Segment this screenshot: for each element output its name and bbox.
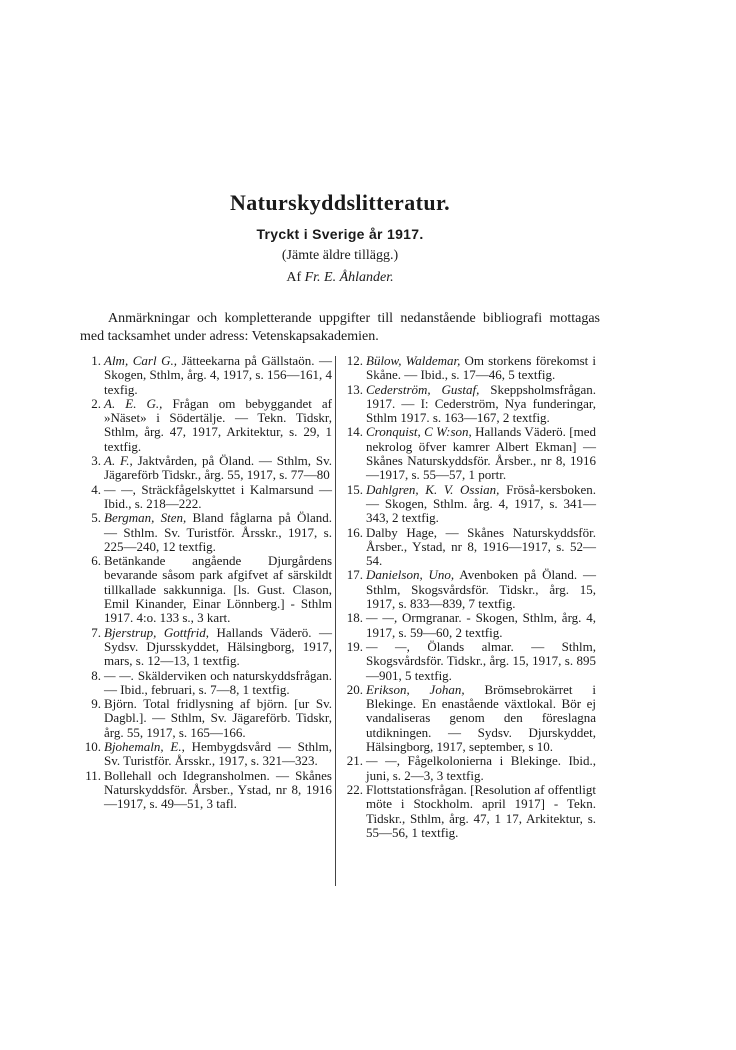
- entry-author: Bergman, Sten,: [104, 510, 187, 526]
- entry-number: 15.: [346, 481, 363, 497]
- entry-number: 21.: [346, 753, 363, 769]
- entry-text: Dalby Hage, — Skånes Naturskyddsför. Årsber., Ystad, nr 8, 1916—1917, s. 52—54.: [366, 524, 596, 569]
- entry-author: Bjerstrup, Gottfrid,: [104, 624, 210, 640]
- bibliography-entry: [346, 683, 596, 754]
- bibliography-entry: [346, 425, 596, 482]
- entry-number: 5.: [91, 510, 101, 526]
- entry-text: Hallands Väderö. [med nekrolog öfver kamrer Albert Ekman] — Skånes Naturskyddsför. Årsber., nr 8, 1916—1917, s. 55—57, 1 portr.: [366, 424, 596, 483]
- left-column: [84, 354, 332, 812]
- entry-text: Skälderviken och naturskyddsfrågan. — Ibid., februari, s. 7—8, 1 textfig.: [104, 667, 333, 697]
- entry-author: — —,: [104, 481, 136, 497]
- entry-text: Skeppsholmsfrågan. 1917. — I: Cederström, Nya funderingar, Sthlm 1917. s. 163—167, 2 textfig.: [366, 381, 597, 426]
- entry-text: Sträckfågelskyttet i Kalmarsund — Ibid., s. 218—222.: [104, 481, 332, 511]
- bibliography-entry: [84, 740, 332, 769]
- page-title: Naturskyddslitteratur.: [229, 190, 451, 215]
- right-column: [346, 354, 596, 840]
- entry-number: 13.: [346, 381, 363, 397]
- entry-author: Danielson, Uno,: [366, 567, 455, 583]
- entry-text: Ormgranar. - Skogen, Sthlm, årg. 4, 1917, s. 59—60, 2 textfig.: [366, 610, 596, 640]
- bibliography-entry: [84, 354, 332, 397]
- bibliography-entry: [346, 611, 596, 640]
- entry-author: Alm, Carl G.,: [104, 353, 178, 368]
- entry-author: — —,: [366, 753, 400, 769]
- bibliography-entry: [84, 697, 332, 740]
- bibliography-entry: [346, 483, 596, 526]
- entry-author: — —.: [104, 667, 135, 683]
- bibliography-entry: [346, 568, 596, 611]
- entry-number: 17.: [346, 567, 363, 583]
- entry-number: 16.: [346, 524, 363, 540]
- entry-number: 14.: [346, 424, 363, 440]
- bibliography-entry: [346, 354, 596, 383]
- bibliography-entry: [84, 669, 332, 698]
- supplement-note: (Jämte äldre tillägg.): [281, 248, 399, 263]
- bibliography-entry: [346, 783, 596, 840]
- bibliography-entry: [84, 397, 332, 454]
- entry-number: 12.: [346, 353, 363, 368]
- column-divider: [335, 356, 336, 886]
- entry-author: Erikson, Johan,: [366, 681, 465, 697]
- bibliography-entry: [84, 454, 332, 483]
- entry-text: Hembygdsvård — Sthlm, Sv. Turistför. Årsskr., 1917, s. 321—323.: [104, 739, 333, 769]
- byline: [0, 270, 680, 286]
- entry-number: 9.: [91, 696, 101, 712]
- entry-text: Bland fåglarna på Öland. — Sthlm. Sv. Turistför. Årsskr., 1917, s. 225—240, 12 textfig.: [104, 510, 332, 554]
- entry-text: Frågan om bebyggandet af »Näset» i Södertälje. — Tekn. Tidskr, Sthlm, årg. 47, 1917, Arkitektur, s. 29, 1 textfig.: [104, 395, 333, 454]
- entry-number: 3.: [91, 453, 101, 469]
- bibliography-entry: [346, 754, 596, 783]
- entry-number: 19.: [346, 638, 363, 654]
- entry-author: Dahlgren, K. V. Ossian,: [366, 481, 500, 497]
- entry-text: Jaktvården, på Öland. — Sthlm, Sv. Jägareförb Tidskr., årg. 55, 1917, s. 77—80: [104, 453, 332, 483]
- bibliography-entry: [84, 626, 332, 669]
- bibliography-entry: [84, 483, 332, 512]
- page-subtitle: Tryckt i Sverige år 1917.: [256, 226, 424, 242]
- entry-number: 22.: [346, 781, 363, 797]
- bibliography-entry: [84, 554, 332, 625]
- entry-number: 1.: [91, 353, 101, 368]
- byline-prefix: Af: [286, 270, 302, 285]
- entry-text: Björn. Total fridlysning af björn. [ur Sv. Dagbl.]. — Sthlm, Sv. Jägareförb. Tidskr, årg. 55, 1917, s. 165—166.: [104, 696, 332, 740]
- bibliography-entry: [346, 640, 596, 683]
- entry-text: Flottstationsfrågan. [Resolution af offentligt möte i Stockholm. april 1917] - Tekn. Tidskr., Sthlm, årg. 47, 1 17, Arkitektur, s. 55—56, 1 textfig.: [366, 781, 596, 840]
- entry-number: 18.: [346, 610, 363, 626]
- entry-author: A. F.,: [104, 453, 133, 469]
- entry-text: Om storkens förekomst i Skåne. — Ibid., s. 17—46, 5 textfig.: [366, 353, 596, 383]
- entry-author: Bülow, Waldemar,: [366, 353, 461, 368]
- entry-text: Bollehall och Idegransholmen. — Skånes Naturskyddsför. Årsber., Ystad, nr 8, 1916—1917, s. 49—51, 3 tafl.: [104, 767, 332, 812]
- entry-author: — —,: [366, 638, 410, 654]
- entry-text: Hallands Väderö. — Sydsv. Djursskyddet, Hälsingborg, 1917, mars, s. 12—13, 1 textfig.: [104, 624, 332, 669]
- bibliography-entry: [84, 511, 332, 554]
- entry-author: — —,: [366, 610, 398, 626]
- intro-paragraph: Anmärkningar och kompletterande uppgifter till nedanstående bibliografi mottagas med tacksamhet under adress: Vetenskapsakademien.: [80, 311, 600, 344]
- bibliography-entry: [84, 769, 332, 812]
- entry-text: Fröså-kersboken. — Skogen, Sthlm. årg. 4, 1917, s. 341—343, 2 textfig.: [366, 481, 596, 526]
- entry-text: Fågelkolonierna i Blekinge. Ibid., juni, s. 2—3, 3 textfig.: [366, 753, 597, 783]
- entry-text: Jätteekarna på Gällstaön. — Skogen, Sthlm, årg. 4, 1917, s. 156—161, 4 texfig.: [104, 353, 333, 397]
- entry-number: 7.: [91, 624, 101, 640]
- entry-number: 2.: [91, 395, 101, 411]
- entry-number: 8.: [91, 667, 101, 683]
- entry-number: 10.: [84, 739, 101, 755]
- entry-author: Cederström, Gustaf,: [366, 381, 480, 397]
- entry-number: 6.: [91, 553, 101, 569]
- byline-author: Fr. E. Åhlander.: [304, 270, 394, 285]
- entry-text: Brömsebrokärret i Blekinge. En enastående växtlokal. Bör ej vandaliseras genom den föreslagna utdikningen. — Sydsv. Djurskyddet, Hälsingborg, 1917, september, s 10.: [366, 681, 596, 755]
- bibliography-entry: [346, 526, 596, 569]
- bibliography-entry: [346, 383, 596, 426]
- entry-number: 20.: [346, 681, 363, 697]
- entry-author: A. E. G.,: [104, 395, 163, 411]
- entry-number: 11.: [85, 767, 101, 783]
- entry-text: Ölands almar. — Sthlm, Skogsvårdsför. Tidskr., årg. 15, 1917, s. 895—901, 5 textfig.: [366, 638, 596, 683]
- entry-author: Bjohemaln, E.,: [104, 739, 185, 755]
- entry-text: Avenboken på Öland. — Sthlm, Skogsvårdsför. Tidskr., årg. 15, 1917, s. 833—839, 7 textfig.: [366, 567, 596, 612]
- entry-author: Cronquist, C W:son,: [366, 424, 472, 440]
- entry-number: 4.: [91, 481, 101, 497]
- entry-text: Betänkande angående Djurgårdens bevarande såsom park afgifvet af särskildt tillkallade sakkunniga. [ls. Gust. Clason, Emil Kinander, Einar Lönnberg.] - Sthlm 1917. 4:o. 133 s., 3 kart.: [104, 553, 332, 626]
